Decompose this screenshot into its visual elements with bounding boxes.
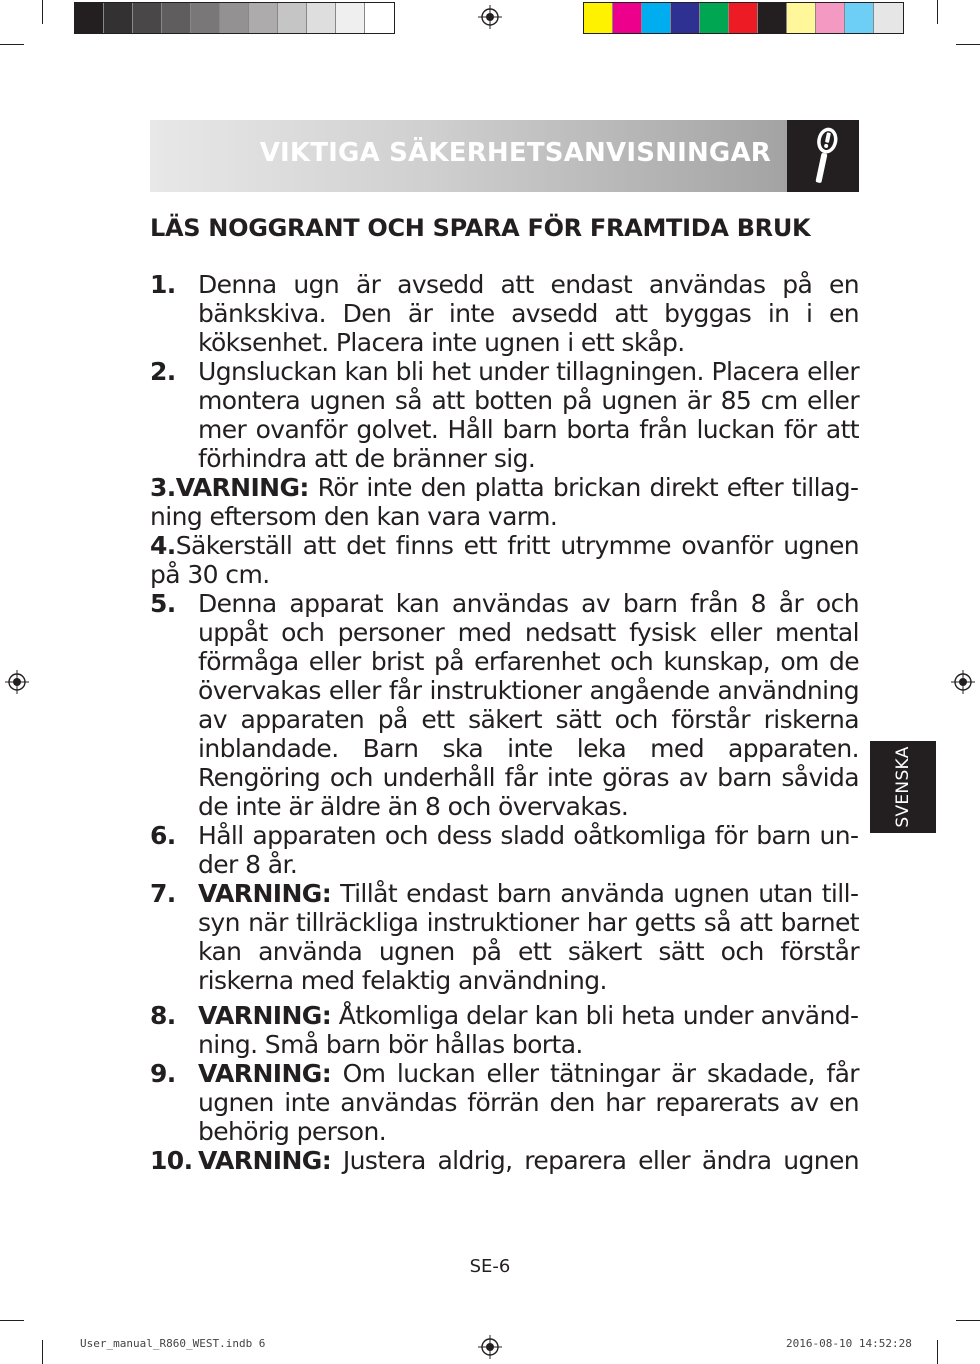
list-item xyxy=(150,1059,859,1146)
color-swatch xyxy=(75,3,104,33)
warning-label: VARNING: xyxy=(175,473,309,502)
list-item xyxy=(150,1001,859,1059)
color-swatch xyxy=(584,3,613,33)
warning-label: VARNING: xyxy=(198,1059,332,1088)
color-swatch xyxy=(365,3,394,33)
registration-mark-icon xyxy=(5,670,29,694)
item-text: Säkerställ att det finns ett fritt utrymme ovanför ugnen på 30 cm. xyxy=(150,531,859,589)
list-item xyxy=(150,473,859,531)
color-swatch xyxy=(729,3,758,33)
color-swatch xyxy=(700,3,729,33)
page-number: SE-6 xyxy=(469,1256,511,1277)
color-swatch xyxy=(249,3,278,33)
item-number: 6. xyxy=(150,821,176,850)
warning-label: VARNING: xyxy=(198,879,332,908)
crop-mark xyxy=(956,44,980,45)
item-number: 5. xyxy=(150,589,176,618)
item-number: 7. xyxy=(150,879,176,908)
gray-color-bar xyxy=(74,2,395,34)
slug-timestamp: 2016-08-10 14:52:28 xyxy=(786,1337,912,1350)
item-text: Denna ugn är avsedd att endast användas på en bänkskiva. Den är inte avsedd att byggas in i en köksenhet. Placera inte ugnen i ett skåp. xyxy=(198,270,859,357)
warning-label: VARNING: xyxy=(198,1146,332,1175)
list-item xyxy=(150,357,859,473)
registration-mark-icon xyxy=(478,1335,502,1359)
item-number: 10. xyxy=(150,1146,193,1175)
item-text: Justera aldrig, reparera eller ändra ugnen xyxy=(342,1146,859,1175)
color-swatch xyxy=(133,3,162,33)
color-swatch xyxy=(642,3,671,33)
item-number: 1. xyxy=(150,270,176,299)
color-swatch xyxy=(278,3,307,33)
list-item xyxy=(150,879,859,995)
color-swatch xyxy=(336,3,365,33)
item-text: Om luckan eller tätningar är skadade, får ugnen inte användas förrän den har reparerats av en behörig person. xyxy=(198,1059,859,1146)
language-tab-label: SVENSKA xyxy=(893,746,913,828)
crop-mark xyxy=(937,0,938,24)
list-item xyxy=(150,1146,859,1175)
list-item xyxy=(150,270,859,357)
color-swatch xyxy=(220,3,249,33)
color-swatch xyxy=(816,3,845,33)
crop-mark xyxy=(42,1340,43,1364)
warning-label: VARNING: xyxy=(198,1001,332,1030)
item-number: 4. xyxy=(150,531,176,560)
item-text: Denna apparat kan användas av barn från 8 år och uppåt och personer med nedsatt fysisk eller mental förmåga eller brist på erfarenhet och kunskap, om de övervakas eller får instruktioner angående användning av apparaten på ett säkert sätt och förstår riskerna inblandade. Barn ska inte leka med apparaten. Rengöring och underhåll får inte göras av barn såvida de inte är äldre än 8 och övervakas. xyxy=(198,589,859,821)
item-text: Håll apparaten och dess sladd oåtkomliga för barn under 8 år. xyxy=(198,821,859,879)
color-swatch xyxy=(787,3,816,33)
item-text: Rör inte den platta brickan direkt efter tillagning eftersom den kan vara varm. xyxy=(150,473,859,531)
list-item xyxy=(150,821,859,879)
item-number: 8. xyxy=(150,1001,176,1030)
section-title: VIKTIGA SÄKERHETSANVISNINGAR xyxy=(259,138,771,168)
list-item xyxy=(150,589,859,821)
process-color-bar xyxy=(583,2,904,34)
item-text: Ugnsluckan kan bli het under tillagningen. Placera eller montera ugnen så att botten på ugnen är 85 cm eller mer ovanför golvet. Håll barn borta från luckan för att förhindra att de bränner sig. xyxy=(198,357,859,473)
crop-mark xyxy=(0,44,24,45)
color-swatch xyxy=(845,3,874,33)
registration-mark-icon xyxy=(951,670,975,694)
color-swatch xyxy=(104,3,133,33)
crop-mark xyxy=(956,1320,980,1321)
color-swatch xyxy=(758,3,787,33)
slug-file-name: User_manual_R860_WEST.indb 6 xyxy=(80,1337,266,1350)
exclamation-magnifier-icon xyxy=(787,120,859,192)
item-text: Åtkomliga delar kan bli heta under användning. Små barn bör hållas borta. xyxy=(198,1001,859,1059)
item-text: Tillåt endast barn använda ugnen utan tillsyn när tillräckliga instruktioner har getts så att barnet kan använda ugnen på ett säkert sätt och förstår riskerna med felaktig användning. xyxy=(198,879,859,995)
color-swatch xyxy=(307,3,336,33)
color-swatch xyxy=(613,3,642,33)
color-swatch xyxy=(874,3,903,33)
language-tab xyxy=(870,741,936,833)
color-swatch xyxy=(671,3,700,33)
registration-mark-icon xyxy=(478,5,502,29)
item-number: 2. xyxy=(150,357,176,386)
safety-instructions-list xyxy=(150,270,859,1175)
crop-mark xyxy=(0,1320,24,1321)
color-swatch xyxy=(162,3,191,33)
subtitle: LÄS NOGGRANT OCH SPARA FÖR FRAMTIDA BRUK xyxy=(150,214,811,242)
list-item xyxy=(150,531,859,589)
color-swatch xyxy=(191,3,220,33)
item-number: 9. xyxy=(150,1059,176,1088)
crop-mark xyxy=(937,1340,938,1364)
section-banner xyxy=(150,120,859,192)
crop-mark xyxy=(42,0,43,24)
item-number: 3. xyxy=(150,473,176,502)
